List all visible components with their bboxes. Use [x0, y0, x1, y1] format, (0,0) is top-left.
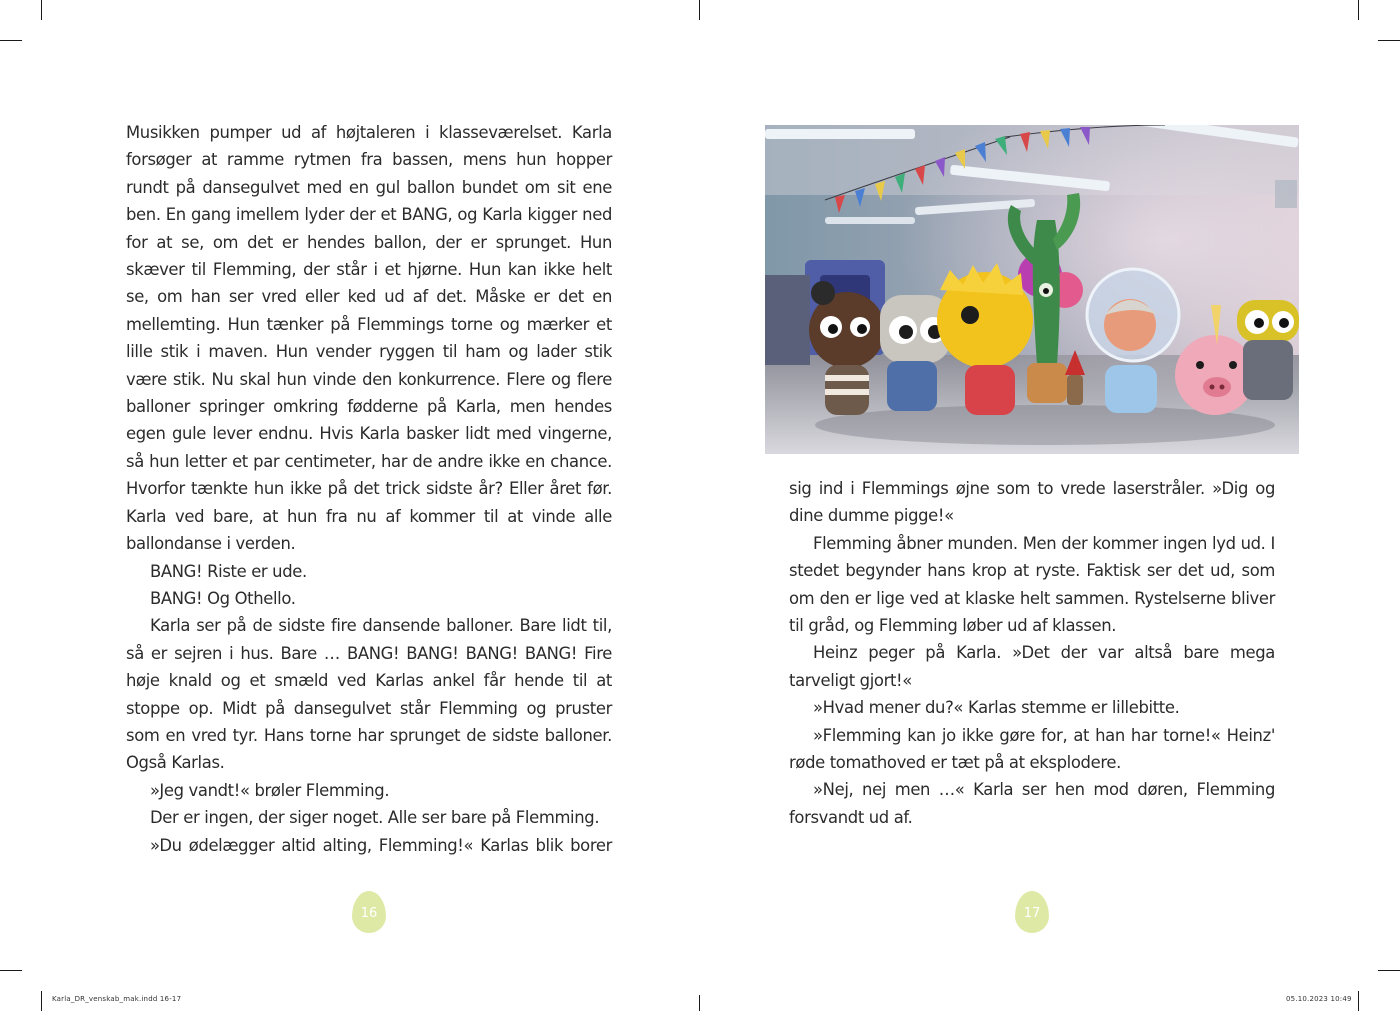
paragraph: Karla ser på de sidste fire dansende balloner. Bare lidt til, så er sejren i hus. Bare … BANG! BANG! BANG! BANG! Fire høje knald og et smæld ved Karlas ankel får hende til at stoppe op. Midt på dansegulvet står Flemming og pruster som en vred tyr. Hans torne har sprunget de sidste balloner. Også Karlas. — [126, 616, 612, 773]
paragraph: Flemming åbner munden. Men der kommer ingen lyd ud. I stedet begynder hans krop at ryste. Faktisk ser det ud, som om den er lige ved at klaske helt sammen. Rystelserne bliver til gråd, og Flemming løber ud af klassen. — [789, 533, 1275, 636]
paragraph: »Flemming kan jo ikke gøre for, at han har torne!« Heinz' røde tomathoved er tæt på at eksplodere. — [789, 725, 1275, 773]
crop-mark — [0, 970, 22, 971]
paragraph: »Hvad mener du?« Karlas stemme er lillebitte. — [813, 698, 1180, 718]
left-page-text — [126, 119, 612, 859]
crop-mark — [1358, 0, 1359, 20]
classroom-party-illustration — [765, 125, 1299, 454]
paragraph: Heinz peger på Karla. »Det der var altså bare mega tarveligt gjort!« — [789, 643, 1275, 690]
paragraph: »Du ødelægger altid alting, Flemming!« Karlas blik borer — [150, 835, 612, 855]
page-number-badge: 17 — [1015, 891, 1049, 933]
paragraph: BANG! Og Othello. — [150, 588, 296, 608]
right-page-text — [789, 475, 1275, 831]
page-number-badge: 16 — [352, 891, 386, 933]
crop-mark — [1358, 991, 1359, 1011]
paragraph: Musikken pumper ud af højtaleren i klasseværelset. Karla forsøger at ramme rytmen fra bassen, mens hun hopper rundt på dansegulvet med en gul ballon bundet om sit ene ben. En gang imellem lyder der et BANG, og Karla kigger ned for at se, om det er hendes ballon, der er sprunget. Hun skæver til Flemming, der står i et hjørne. Hun kan ikke helt se, om han ser vred eller ked ud af det. Måske er det en mellemting. Hun tænker på Flemmings torne og mærker et lille stik i maven. Hun vender ryggen til ham og lader stik være stik. Nu skal hun vinde den konkurrence. Flere og flere balloner springer omkring fødderne på Karla, men hendes egen gule lever endnu. Hvis Karla basker lidt med vingerne, så hun letter et par centimeter, har de andre ikke en chance. Hvorfor tænkte hun ikke på det trick sidste år? Eller året før. Karla ved bare, at hun fra nu af kommer til at vinde alle ballondanse i verden. — [126, 123, 612, 554]
paragraph: sig ind i Flemmings øjne som to vrede laserstråler. »Dig og dine dumme pigge!« — [789, 479, 1275, 526]
file-slug: Karla_DR_venskab_mak.indd 16-17 — [52, 995, 182, 1003]
crop-mark — [0, 40, 22, 41]
crop-mark — [1378, 40, 1400, 41]
paragraph: »Jeg vandt!« brøler Flemming. — [150, 780, 390, 800]
paragraph: Der er ingen, der siger noget. Alle ser bare på Flemming. — [150, 808, 600, 828]
timestamp-slug: 05.10.2023 10:49 — [1286, 995, 1352, 1003]
crop-mark — [699, 995, 700, 1011]
crop-mark — [41, 991, 42, 1011]
crop-mark — [1378, 970, 1400, 971]
crop-mark — [699, 0, 700, 20]
paragraph: BANG! Riste er ude. — [150, 561, 307, 581]
crop-mark — [41, 0, 42, 20]
paragraph: »Nej, nej men …« Karla ser hen mod døren, Flemming forsvandt ud af. — [789, 780, 1275, 827]
